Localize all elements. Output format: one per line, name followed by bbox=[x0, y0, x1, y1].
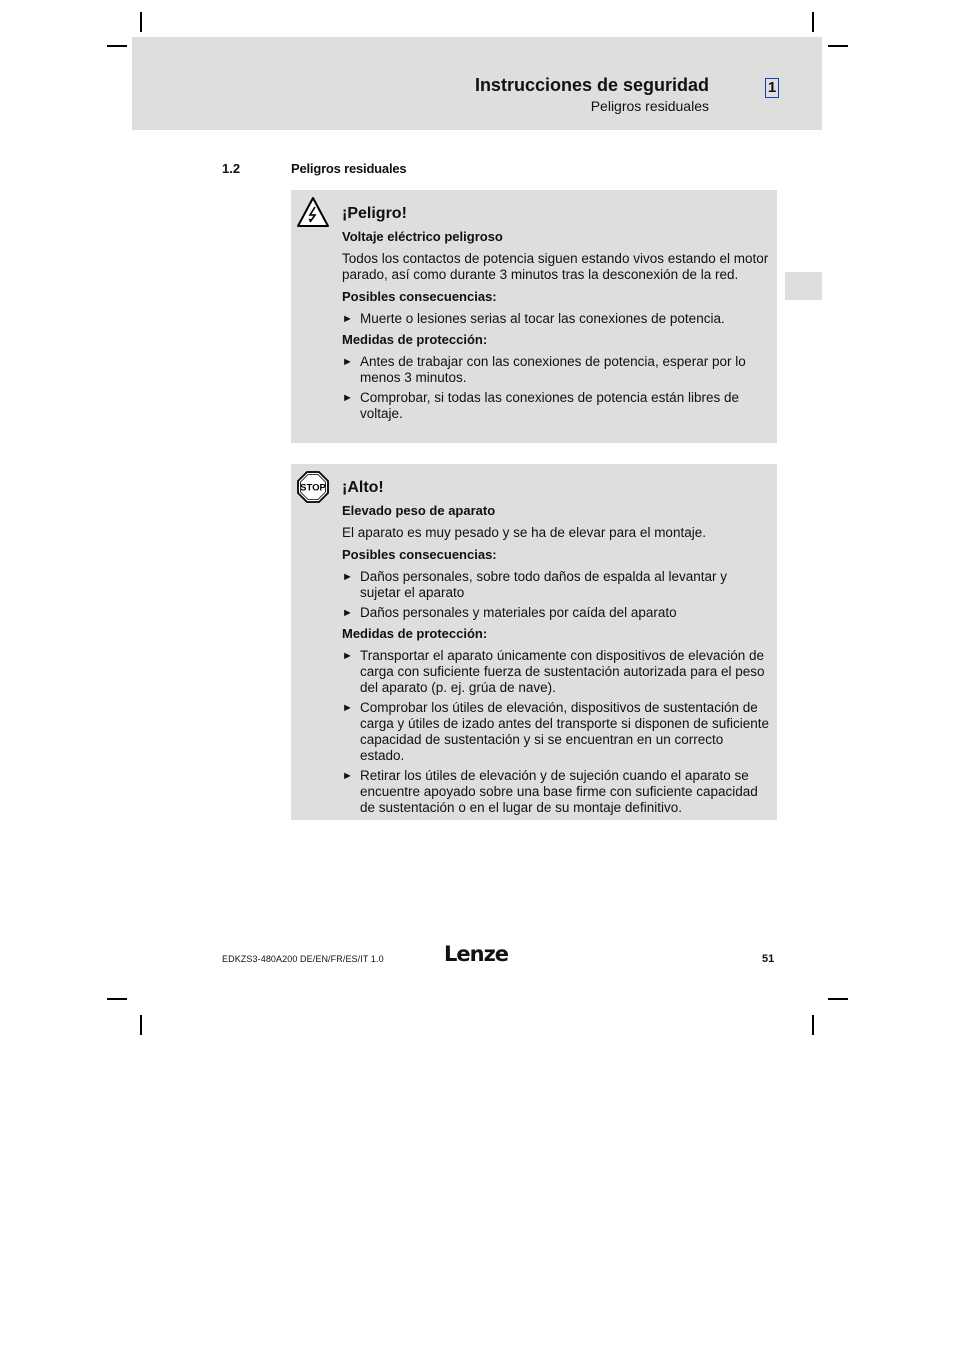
page-header bbox=[132, 37, 822, 130]
list-item bbox=[342, 354, 769, 386]
measures-label: Medidas de protección: bbox=[342, 626, 488, 641]
section-number: 1.2 bbox=[222, 161, 241, 176]
notice-text: El aparato es muy pesado y se ha de elevar para el montaje. bbox=[342, 525, 706, 540]
list-item-text: Daños personales, sobre todo daños de espalda al levantar y sujetar el aparato bbox=[360, 569, 727, 600]
list-item bbox=[342, 700, 769, 764]
crop-mark bbox=[140, 1015, 142, 1035]
crop-mark bbox=[812, 12, 814, 32]
bullet-arrow-icon: ► bbox=[342, 571, 353, 583]
chapter-side-tab bbox=[785, 272, 822, 300]
list-item-text: Retirar los útiles de elevación y de sujeción cuando el aparato se encuentre apoyado sobre una base firme con suficiente capacidad de sustentación o en el lugar de su montaje definitivo. bbox=[360, 768, 758, 815]
bullet-arrow-icon: ► bbox=[342, 607, 353, 619]
header-title: Instrucciones de seguridad bbox=[474, 75, 709, 95]
list-item-text: Comprobar, si todas las conexiones de potencia están libres de voltaje. bbox=[360, 390, 739, 421]
notice-subtitle: Elevado peso de aparato bbox=[342, 503, 496, 518]
notice-text: Todos los contactos de potencia siguen estando vivos estando el motor parado, así como durante 3 minutos tras la desconexión de la red. bbox=[342, 251, 769, 282]
bullet-arrow-icon: ► bbox=[342, 650, 353, 662]
electrical-hazard-icon bbox=[296, 196, 330, 230]
header-subtitle: Peligros residuales bbox=[590, 98, 709, 114]
stop-sign-text: STOP bbox=[300, 482, 326, 494]
list-item bbox=[342, 311, 769, 327]
list-item bbox=[342, 605, 769, 621]
crop-mark bbox=[107, 998, 127, 1000]
crop-mark bbox=[828, 998, 848, 1000]
bullet-arrow-icon: ► bbox=[342, 392, 353, 404]
list-item bbox=[342, 648, 769, 696]
document-code: EDKZS3-480A200 DE/EN/FR/ES/IT 1.0 bbox=[222, 954, 384, 964]
list-item bbox=[342, 569, 769, 601]
stop-notice bbox=[291, 464, 777, 820]
consequences-label: Posibles consecuencias: bbox=[342, 547, 497, 562]
list-item-text: Muerte o lesiones serias al tocar las conexiones de potencia. bbox=[360, 311, 725, 326]
crop-mark bbox=[140, 12, 142, 32]
crop-mark bbox=[812, 1015, 814, 1035]
crop-mark bbox=[107, 45, 127, 47]
notice-subtitle: Voltaje eléctrico peligroso bbox=[342, 229, 503, 244]
section-title: Peligros residuales bbox=[291, 161, 407, 176]
bullet-arrow-icon: ► bbox=[342, 702, 353, 714]
bullet-arrow-icon: ► bbox=[342, 356, 353, 368]
consequences-label: Posibles consecuencias: bbox=[342, 289, 497, 304]
notice-title: ¡Peligro! bbox=[342, 205, 407, 222]
chapter-number[interactable]: 1 bbox=[765, 78, 779, 98]
list-item-text: Transportar el aparato únicamente con dispositivos de elevación de carga con suficiente fuerza de sustentación autorizada para el peso del aparato (p. ej. grúa de nave). bbox=[360, 648, 765, 695]
danger-notice bbox=[291, 190, 777, 443]
bullet-arrow-icon: ► bbox=[342, 313, 353, 325]
list-item bbox=[342, 768, 769, 816]
list-item-text: Daños personales y materiales por caída del aparato bbox=[360, 605, 677, 620]
crop-mark bbox=[828, 45, 848, 47]
stop-sign-icon bbox=[296, 470, 330, 504]
measures-label: Medidas de protección: bbox=[342, 332, 488, 347]
bullet-arrow-icon: ► bbox=[342, 770, 353, 782]
notice-title: ¡Alto! bbox=[342, 479, 384, 496]
lenze-logo: Lenze bbox=[444, 942, 509, 966]
list-item-text: Comprobar los útiles de elevación, dispositivos de sustentación de carga y útiles de izado antes del transporte si disponen de suficiente capacidad de sustentación y si se encuentran en un correcto estado. bbox=[360, 700, 770, 763]
list-item-text: Antes de trabajar con las conexiones de potencia, esperar por lo menos 3 minutos. bbox=[360, 354, 746, 385]
page-number: 51 bbox=[762, 953, 775, 965]
list-item bbox=[342, 390, 769, 422]
